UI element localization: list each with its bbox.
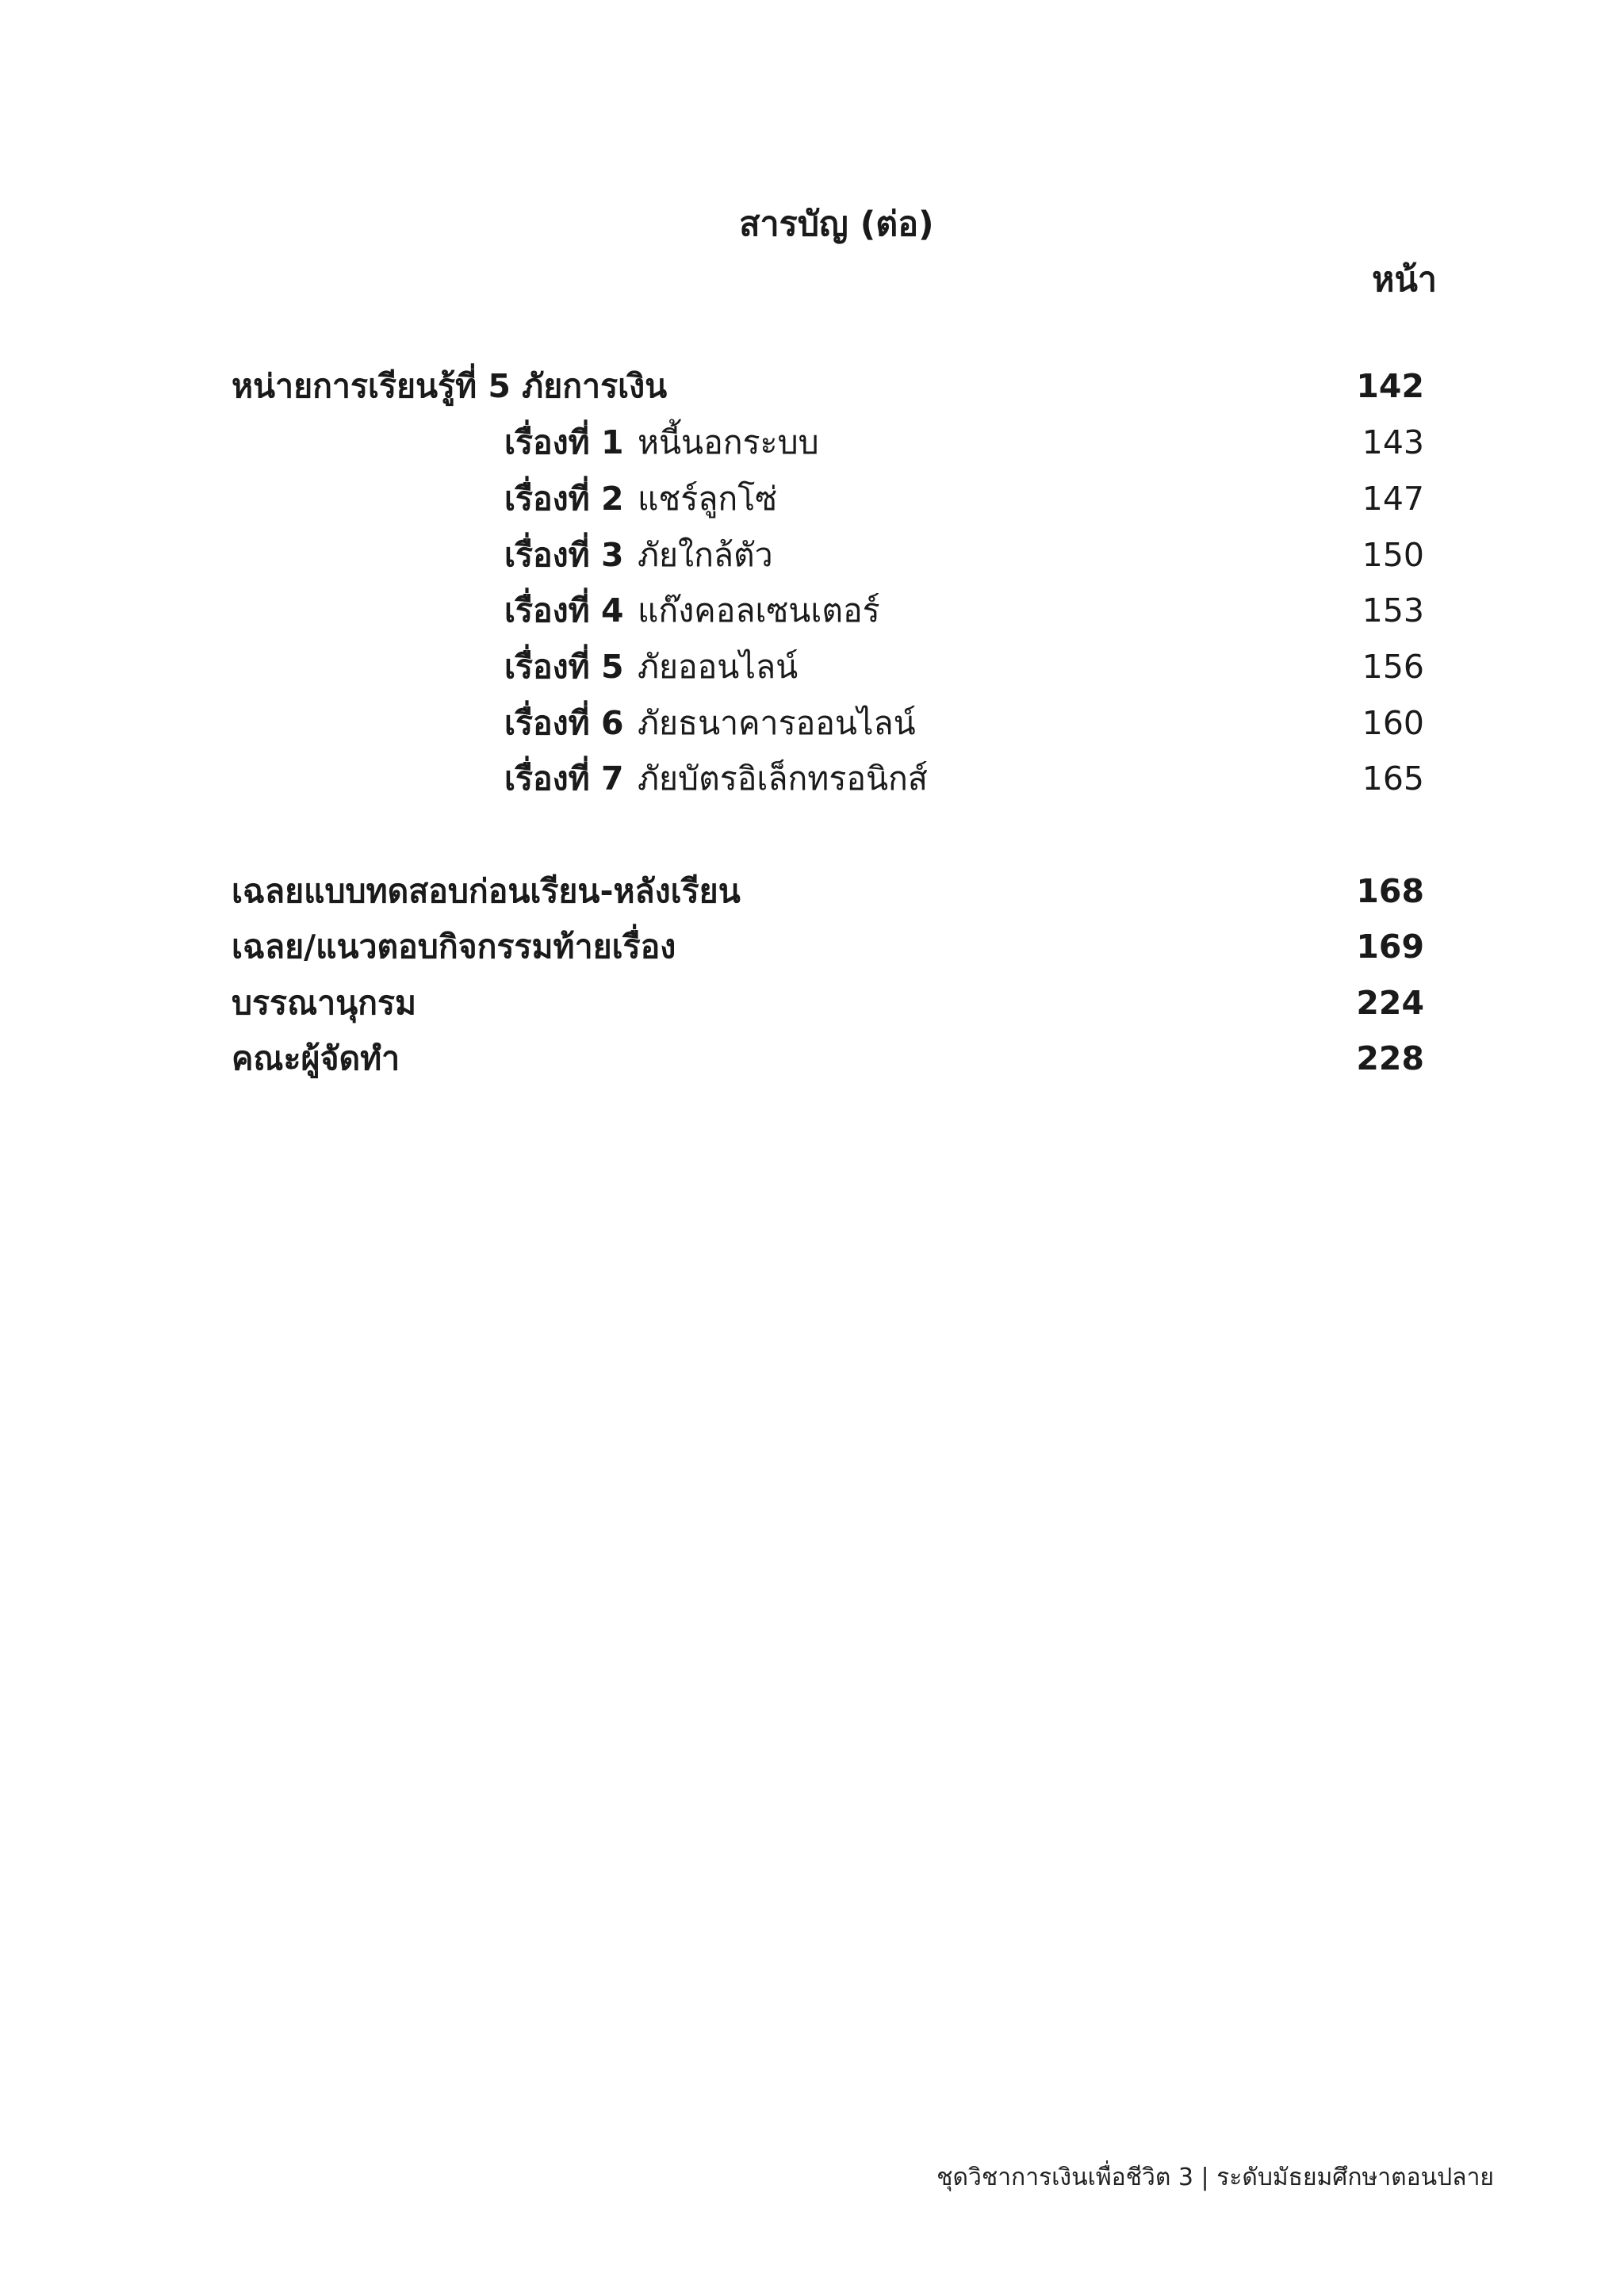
toc-appendix-entry[interactable] bbox=[0, 975, 1624, 1031]
toc-appendix-entry[interactable] bbox=[0, 919, 1624, 974]
appendix-title: เฉลยแบบทดสอบก่อนเรียน-หลังเรียน bbox=[232, 872, 741, 910]
topic-page-number: 150 bbox=[1362, 536, 1424, 574]
appendix-page-number: 224 bbox=[1356, 984, 1424, 1022]
topic-title: หนี้นอกระบบ bbox=[638, 423, 819, 461]
topic-prefix: เรื่องที่ 4 bbox=[504, 591, 624, 629]
topic-page-number: 143 bbox=[1362, 423, 1424, 461]
topic-page-number: 160 bbox=[1362, 704, 1424, 742]
appendix-page-number: 168 bbox=[1356, 872, 1424, 910]
appendix-title: บรรณานุกรม bbox=[232, 984, 417, 1022]
topic-page-number: 156 bbox=[1362, 648, 1424, 686]
topic-title: ภัยธนาคารออนไลน์ bbox=[638, 704, 916, 742]
topic-prefix: เรื่องที่ 5 bbox=[504, 648, 624, 686]
topic-title: ภัยใกล้ตัว bbox=[638, 536, 773, 574]
unit-page-number: 142 bbox=[1356, 367, 1424, 405]
topic-prefix: เรื่องที่ 1 bbox=[504, 423, 624, 461]
page-title: สารบัญ (ต่อ) bbox=[739, 205, 934, 244]
page-column-header: หน้า bbox=[1372, 260, 1437, 300]
appendix-page-number: 228 bbox=[1356, 1039, 1424, 1077]
topic-title: ภัยบัตรอิเล็กทรอนิกส์ bbox=[638, 760, 928, 798]
toc-appendix-entry[interactable] bbox=[0, 863, 1624, 919]
topic-title: แก๊งคอลเซนเตอร์ bbox=[638, 591, 880, 629]
toc-topic-entry[interactable] bbox=[0, 639, 1624, 695]
topic-title: แชร์ลูกโซ่ bbox=[638, 480, 778, 518]
toc-topic-entry[interactable] bbox=[0, 527, 1624, 583]
topic-prefix: เรื่องที่ 6 bbox=[504, 704, 624, 742]
toc-unit-entry[interactable] bbox=[0, 358, 1624, 414]
topic-page-number: 153 bbox=[1362, 591, 1424, 629]
topic-title: ภัยออนไลน์ bbox=[638, 648, 799, 686]
appendix-title: เฉลย/แนวตอบกิจกรรมท้ายเรื่อง bbox=[232, 928, 676, 966]
topic-prefix: เรื่องที่ 3 bbox=[504, 536, 624, 574]
topic-prefix: เรื่องที่ 7 bbox=[504, 760, 624, 798]
toc-topic-entry[interactable] bbox=[0, 695, 1624, 751]
toc-topic-entry[interactable] bbox=[0, 751, 1624, 806]
appendix-title: คณะผู้จัดทำ bbox=[232, 1039, 400, 1077]
toc-appendix-entry[interactable] bbox=[0, 1031, 1624, 1086]
appendix-page-number: 169 bbox=[1356, 928, 1424, 966]
topic-page-number: 147 bbox=[1362, 480, 1424, 518]
topic-prefix: เรื่องที่ 2 bbox=[504, 480, 624, 518]
topic-page-number: 165 bbox=[1362, 760, 1424, 798]
toc-topic-entry[interactable] bbox=[0, 415, 1624, 470]
toc-topic-entry[interactable] bbox=[0, 583, 1624, 638]
toc-topic-entry[interactable] bbox=[0, 471, 1624, 526]
page-footer: ชุดวิชาการเงินเพื่อชีวิต 3 | ระดับมัธยมศึกษาตอนปลาย bbox=[936, 2164, 1494, 2191]
unit-title: หน่ายการเรียนรู้ที่ 5 ภัยการเงิน bbox=[232, 367, 668, 405]
